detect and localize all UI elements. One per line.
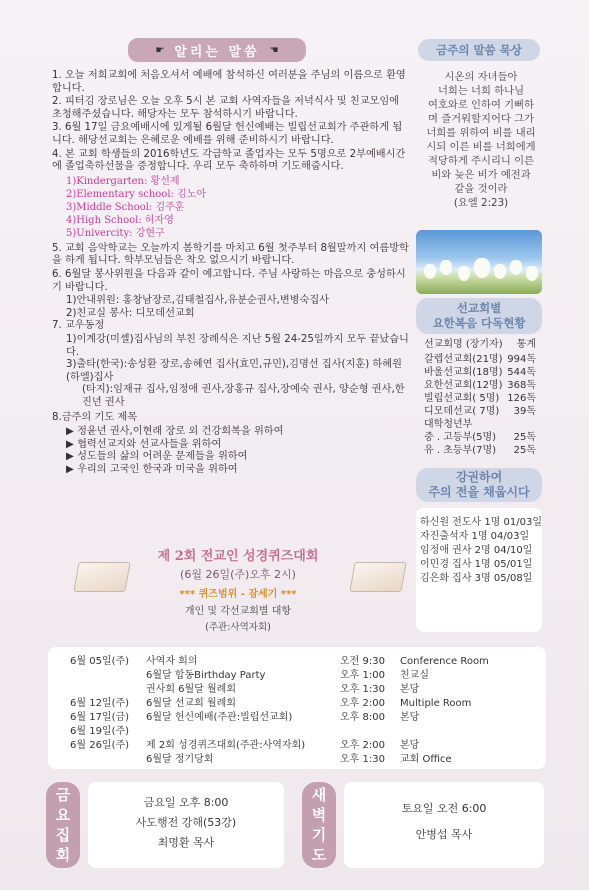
verse-text (418, 70, 544, 220)
encourage-row: 이민경 집사 1명 05/01일 (420, 559, 533, 570)
stats-group: 갈렙선교회(21명) (424, 354, 503, 365)
announcement-item: 2. 피터김 장로님은 오늘 오후 5시 본 교회 사역자들을 저녁식사 및 친교모임에 초청해주셨습니다. 해당자는 모두 참석하시기 바랍니다. (52, 96, 400, 120)
schedule-time: 오후 2:00 (340, 740, 385, 751)
schedule-place: Multiple Room (400, 698, 472, 709)
verse-line: 며 즐거워할지어다 그가 (427, 113, 534, 125)
friday-time: 금요일 오후 8:00 (143, 796, 229, 809)
quiz-range: *** 퀴즈범위 - 잠세기 *** (179, 589, 297, 600)
schedule-date: 6월 19일(주) (70, 726, 130, 737)
schedule-event: 6월달 선교회 월례회 (146, 698, 236, 709)
announcement-item: 6. 6월달 봉사위원을 다음과 같이 예고합니다. 주님 사랑하는 마음으로 충성하시기 바랍니다. (52, 268, 406, 293)
verse-line: 너희는 너희 하나님 (437, 85, 525, 97)
schedule-place: 본당 (400, 740, 420, 751)
stats-group: 유 . 초등부(7명) (424, 445, 497, 456)
encourage-title (416, 468, 542, 502)
tulip-field-photo (416, 230, 542, 294)
quiz-title: 제 2회 전교인 성경퀴즈대회 (157, 549, 319, 564)
stats-count: 25독 (513, 445, 536, 456)
encourage-row: 임정애 권사 2명 04/10일 (420, 545, 533, 556)
friday-meeting-box (88, 782, 284, 868)
schedule-place: 친교실 (400, 670, 429, 681)
dawn-time: 토요일 오전 6:00 (401, 802, 487, 815)
schedule-box (48, 647, 546, 769)
stats-count: 126독 (507, 393, 536, 404)
stats-group: 빌립선교회( 5명) (424, 393, 500, 404)
schedule-time: 오후 2:00 (340, 698, 385, 709)
schedule-event: 6월달 헌신예배(주관:빌립선교회) (146, 712, 293, 723)
quiz-type: 개인 및 각선교회별 대항 (184, 606, 292, 617)
news-item: 1)이계강(미셸)집사님의 부친 장례식은 지난 5월 24-25일까지 모두 끝났습니다. (66, 333, 409, 358)
stats-header-count: 통계 (516, 339, 536, 350)
verse-reference: (요엘 2:23) (453, 197, 509, 209)
stats-row (420, 444, 540, 457)
schedule-row (48, 697, 546, 711)
stats-title-line: 요한복음 다독현황 (432, 316, 526, 330)
schedule-time: 오전 9:30 (340, 656, 385, 667)
stats-group: 디모데선교( 7명) (424, 406, 500, 417)
schedule-row (48, 753, 546, 767)
stats-count: 39독 (513, 406, 536, 417)
schedule-time: 오후 8:00 (340, 712, 385, 723)
encourage-list (416, 508, 542, 632)
volunteer-item: 1)안내위원: 홍창남장로,김태철집사,유분순권사,변병숙집사 (66, 295, 330, 307)
grad-item: 3)Middle School: 김주훈 (66, 201, 185, 213)
encourage-row: 자진출석자 1명 04/03일 (420, 531, 530, 542)
reading-stats-title (416, 298, 542, 334)
dawn-prayer-box (344, 782, 544, 868)
announcement-item: 4. 본 교회 학생들의 2016학년도 각급학교 졸업자는 모두 5명으로 2부예배시간에 졸업축하선물을 증정합니다. 우리 모두 축하하며 기도해줍시다. (52, 148, 406, 173)
schedule-date: 6월 05일(주) (70, 656, 130, 667)
schedule-row (48, 669, 546, 683)
verse-title: 금주의 말씀 묵상 (418, 39, 540, 61)
schedule-row (48, 711, 546, 725)
quiz-date: (6월 26일(주)오후 2시) (180, 568, 296, 581)
dawn-speaker: 안병섭 목사 (415, 828, 473, 841)
schedule-time: 오후 1:30 (340, 684, 385, 695)
verse-line: 적당하게 주시리니 이른 (427, 155, 534, 167)
stats-row (420, 431, 540, 444)
dawn-prayer-title (302, 782, 336, 868)
pointing-hand-right-icon: ☚ (269, 44, 279, 56)
bible-quiz-banner (104, 545, 372, 633)
schedule-place: 본당 (400, 712, 420, 723)
stats-group: 중 . 고등부(5명) (424, 432, 497, 443)
schedule-place: 교회 Office (400, 754, 452, 765)
encourage-title-line: 강권하여 (455, 470, 503, 484)
stats-count: 25독 (513, 432, 536, 443)
schedule-date: 6월 17일(금) (70, 712, 130, 723)
stats-header-name: 선교회명 (장기자) (424, 339, 503, 350)
stats-row (420, 418, 540, 431)
verse-line: 시온의 자녀들아 (444, 71, 518, 83)
verse-line: 너희를 위하여 비를 내리 (426, 127, 536, 139)
schedule-row (48, 683, 546, 697)
pointing-hand-left-icon: ☛ (155, 44, 165, 56)
stats-group: 요한선교회(12명) (424, 380, 503, 391)
grad-item: 1)Kindergarten: 황선제 (66, 175, 180, 187)
schedule-event: 권사회 6월달 월례회 (146, 684, 236, 695)
volunteer-item: 2)친교실 봉사: 디모데선교회 (66, 307, 195, 319)
schedule-row (48, 725, 546, 739)
schedule-date: 6월 26일(주) (70, 740, 130, 751)
stats-group: 대학청년부 (424, 419, 473, 430)
encourage-title-line: 주의 전을 채웁시다 (428, 485, 530, 499)
schedule-event: 6월달 합동Birthday Party (146, 670, 266, 681)
stats-title-line: 선교회별 (456, 301, 502, 315)
grad-item: 5)Univercity: 강현구 (66, 227, 165, 239)
friday-topic: 사도행전 강해(53강) (135, 816, 237, 829)
schedule-place: Conference Room (400, 656, 489, 667)
verse-line: 여호와로 인하여 기뻐하 (427, 99, 534, 111)
prayer-item: ▶ 정윤년 권사,이현래 장로 외 건강회복을 위하여 (66, 426, 284, 438)
quiz-host: (주관:사역자회) (205, 622, 271, 633)
verse-line: 시되 이른 비를 너희에게 (426, 141, 536, 153)
stats-row (420, 366, 540, 379)
verse-line: 같을 것이라 (454, 183, 508, 195)
schedule-row (48, 739, 546, 753)
announcements-list (52, 70, 412, 476)
stats-count: 368독 (507, 380, 536, 391)
encourage-row: 하신원 전도사 1명 01/03일 (420, 517, 542, 528)
prayer-item: ▶ 성도들의 삶의 어려운 문제들을 위하여 (66, 451, 248, 463)
schedule-event: 6월달 정기당회 (146, 754, 214, 765)
schedule-event: 제 2회 성경퀴즈대회(주관:사역자회) (146, 740, 306, 751)
grad-item: 4)High School: 허자영 (66, 214, 174, 226)
stats-row (420, 379, 540, 392)
news-item: 3)출타(한국):송성환 장로,송혜연 집사(효민,규민),김명선 집사(지훈) 하혜원(하엘)집사 (66, 359, 402, 383)
friday-speaker: 최명환 목사 (157, 836, 215, 849)
stats-row (420, 392, 540, 405)
schedule-date: 6월 12일(주) (70, 698, 130, 709)
stats-header-row (420, 338, 540, 351)
grad-item: 2)Elementary school: 김노아 (66, 188, 207, 200)
stats-group: 바울선교회(18명) (424, 367, 503, 378)
announcement-item: 1. 오늘 저희교회에 처음오셔서 예배에 참석하신 여러분을 주님의 이름으로 환영합니다. (52, 70, 406, 94)
schedule-time: 오후 1:00 (340, 670, 385, 681)
friday-meeting-title (46, 782, 80, 868)
friday-title-text: 금요집회 (55, 786, 71, 864)
prayer-item: ▶ 우리의 고국인 한국과 미국을 위하여 (66, 463, 238, 475)
stats-count: 544독 (507, 367, 536, 378)
schedule-row (48, 655, 546, 669)
stats-row (420, 353, 540, 366)
prayer-item: ▶ 협력선교지와 선교사들을 위하여 (66, 438, 222, 450)
announcement-item: 8.금주의 기도 제목 (52, 412, 138, 424)
encourage-row: 김은화 집사 3명 05/08일 (420, 573, 533, 584)
dawn-title-text: 새벽기도 (311, 786, 327, 864)
stats-row (420, 405, 540, 418)
schedule-place: 본당 (400, 684, 420, 695)
announcement-item: 3. 6월 17일 금요예배시에 있게될 6월달 헌신예배는 빌립선교회가 주관하게 됩니다. 해당선교회는 은혜로운 예배를 위해 준비하시기 바랍니다. (52, 122, 403, 146)
news-item: (타지):임재규 집사,임정애 권사,장홍규 집사,장예숙 권사, 양순형 권사,한진년 권사 (82, 384, 405, 408)
announcement-item: 5. 교회 음악학교는 오늘까지 봄학기를 마치고 6월 첫주부터 8월말까지 여름방학을 하게 됩니다. 학부모님들은 착오 없으시기 바랍니다. (52, 242, 409, 267)
schedule-time: 오후 1:30 (340, 754, 385, 765)
announcement-item: 7. 교우동정 (52, 320, 105, 332)
announcements-title: 알리는 말씀 (174, 44, 260, 60)
announcements-title-banner (128, 38, 306, 62)
schedule-event: 사역자 회의 (146, 656, 198, 667)
stats-count: 994독 (507, 354, 536, 365)
verse-line: 비와 늦은 비가 예전과 (431, 169, 531, 181)
